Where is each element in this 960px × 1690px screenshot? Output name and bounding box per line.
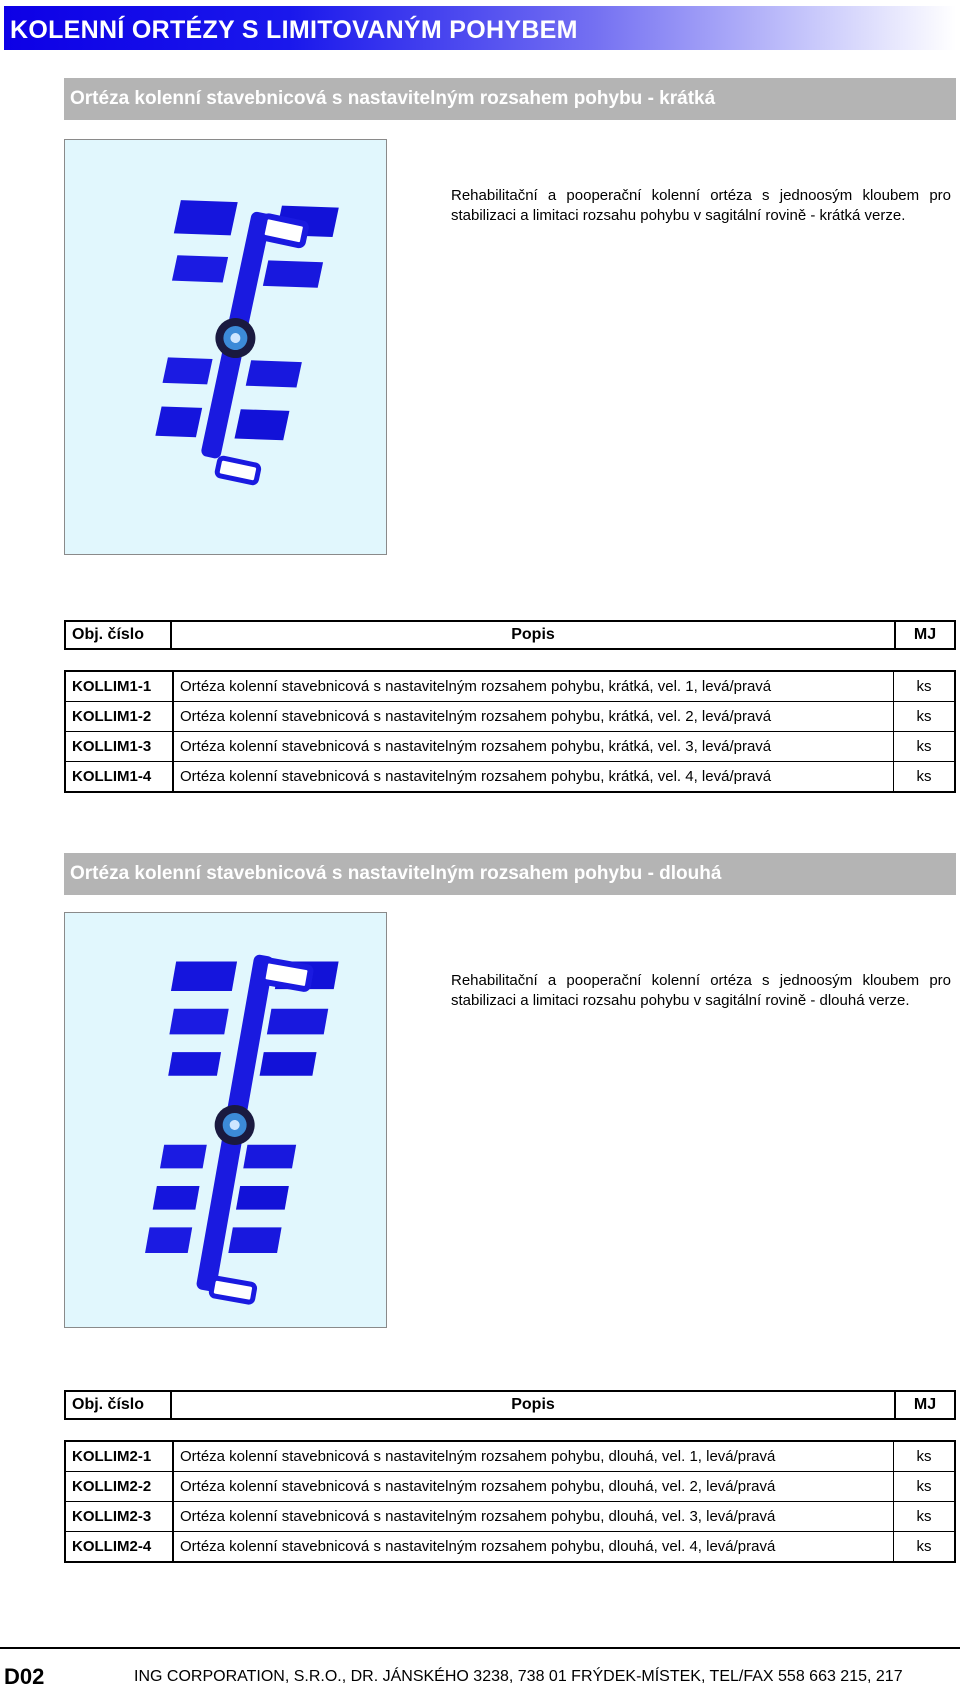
row-unit: ks <box>894 702 956 732</box>
row-desc: Ortéza kolenní stavebnicová s nastavitelným rozsahem pohybu, dlouhá, vel. 2, levá/pravá <box>173 1472 894 1502</box>
table-row <box>65 702 955 732</box>
row-desc: Ortéza kolenní stavebnicová s nastavitelným rozsahem pohybu, dlouhá, vel. 4, levá/pravá <box>173 1532 894 1563</box>
table-row <box>65 1441 955 1472</box>
row-desc: Ortéza kolenní stavebnicová s nastavitelným rozsahem pohybu, krátká, vel. 4, levá/pravá <box>173 762 894 793</box>
row-desc: Ortéza kolenní stavebnicová s nastavitelným rozsahem pohybu, dlouhá, vel. 1, levá/pravá <box>173 1441 894 1472</box>
row-unit: ks <box>894 762 956 793</box>
product-description-long: Rehabilitační a pooperační kolenní ortéza s jednoosým kloubem pro stabilizaci a limitaci rozsahu pohybu v sagitální rovině - dlouhá verze. <box>451 972 951 1009</box>
product-table-long <box>64 1440 956 1563</box>
row-code: KOLLIM2-1 <box>65 1441 173 1472</box>
page-title: KOLENNÍ ORTÉZY S LIMITOVANÝM POHYBEM <box>10 16 578 44</box>
product-image-long-brace <box>64 912 387 1328</box>
footer-company-info: ING CORPORATION, S.R.O., DR. JÁNSKÉHO 3238, 738 01 FRÝDEK-MÍSTEK, TEL/FAX 558 663 215, 217 <box>134 1668 903 1685</box>
table-header-long <box>64 1390 956 1420</box>
table-row <box>65 671 955 702</box>
col-header-unit: MJ <box>894 1392 954 1418</box>
row-unit: ks <box>894 1532 956 1563</box>
row-desc: Ortéza kolenní stavebnicová s nastavitelným rozsahem pohybu, krátká, vel. 3, levá/pravá <box>173 732 894 762</box>
row-code: KOLLIM1-4 <box>65 762 173 793</box>
row-desc: Ortéza kolenní stavebnicová s nastavitelným rozsahem pohybu, dlouhá, vel. 3, levá/pravá <box>173 1502 894 1532</box>
row-unit: ks <box>894 1502 956 1532</box>
table-header-short <box>64 620 956 650</box>
col-header-code: Obj. číslo <box>66 622 172 648</box>
col-header-desc: Popis <box>511 1396 555 1413</box>
row-code: KOLLIM1-1 <box>65 671 173 702</box>
page-title-banner <box>4 6 956 50</box>
table-row <box>65 762 955 793</box>
product-image-short-brace <box>64 139 387 555</box>
row-desc: Ortéza kolenní stavebnicová s nastavitelným rozsahem pohybu, krátká, vel. 2, levá/pravá <box>173 702 894 732</box>
footer-divider <box>0 1647 960 1649</box>
table-row <box>65 1472 955 1502</box>
row-unit: ks <box>894 1472 956 1502</box>
row-code: KOLLIM2-2 <box>65 1472 173 1502</box>
product-table-short <box>64 670 956 793</box>
product-description-short: Rehabilitační a pooperační kolenní ortéza s jednoosým kloubem pro stabilizaci a limitaci rozsahu pohybu v sagitální rovině - krátká verze. <box>451 187 951 224</box>
row-desc: Ortéza kolenní stavebnicová s nastavitelným rozsahem pohybu, krátká, vel. 1, levá/pravá <box>173 671 894 702</box>
section-title-long: Ortéza kolenní stavebnicová s nastavitelným rozsahem pohybu - dlouhá <box>70 863 722 884</box>
section-header-long <box>64 853 956 895</box>
row-unit: ks <box>894 671 956 702</box>
col-header-code: Obj. číslo <box>66 1392 172 1418</box>
table-row <box>65 1502 955 1532</box>
section-header-short <box>64 78 956 120</box>
table-row <box>65 732 955 762</box>
table-row <box>65 1532 955 1563</box>
row-code: KOLLIM2-4 <box>65 1532 173 1563</box>
knee-brace-long-illustration <box>65 913 386 1327</box>
row-code: KOLLIM1-2 <box>65 702 173 732</box>
section-title-short: Ortéza kolenní stavebnicová s nastavitelným rozsahem pohybu - krátká <box>70 88 716 109</box>
row-unit: ks <box>894 732 956 762</box>
row-unit: ks <box>894 1441 956 1472</box>
col-header-desc: Popis <box>511 626 555 643</box>
row-code: KOLLIM2-3 <box>65 1502 173 1532</box>
knee-brace-short-illustration <box>65 140 386 554</box>
row-code: KOLLIM1-3 <box>65 732 173 762</box>
page-number: D02 <box>4 1664 45 1689</box>
col-header-unit: MJ <box>894 622 954 648</box>
